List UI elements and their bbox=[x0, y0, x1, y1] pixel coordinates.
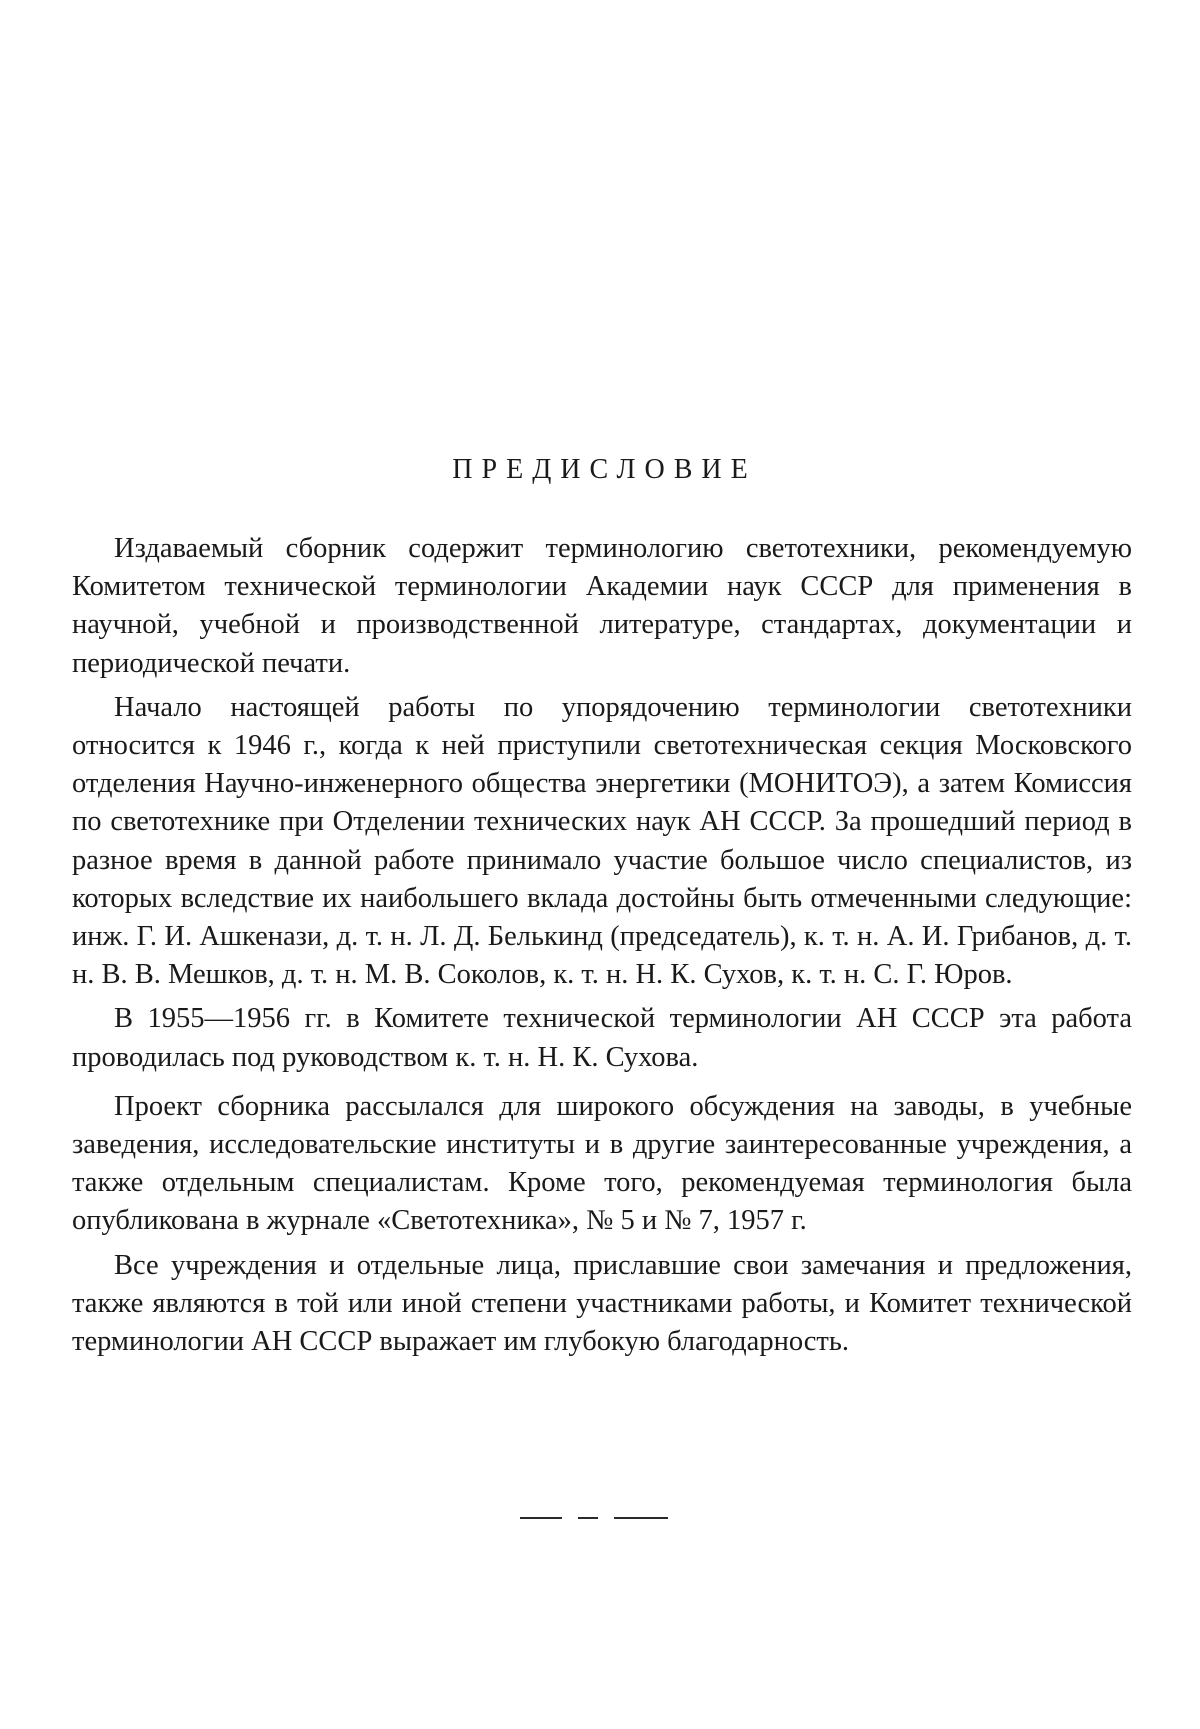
paragraph-3: В 1955—1956 гг. в Комитете технической терминологии АН СССР эта работа проводилась под руководством к. т. н. Н. К. Сухова. bbox=[72, 1000, 1132, 1076]
ornament-segment-middle bbox=[578, 1517, 598, 1519]
page-title: ПРЕДИСЛОВИЕ bbox=[0, 456, 1200, 484]
paragraph-1: Издаваемый сборник содержит терминологию светотехники, рекомен­дуемую Комитетом технической терминологии Академии наук СССР для применения в научной, учебной и производственной литературе, стандар­тах, документации и периодической печати. bbox=[72, 530, 1132, 683]
preface-body bbox=[72, 530, 1132, 1367]
ornament-segment-left bbox=[520, 1517, 562, 1519]
paragraph-2: Начало настоящей работы по упорядочению терминологии светотех­ники относится к 1946 г., когда к ней приступили светотехническая сек­ция Московского отделения Научно-инженерного общества энергетики (МОНИТОЭ), а затем Комиссия по светотехнике при Отделении техни­ческих наук АН СССР. За прошедший период в разное время в данной работе принимало участие большое число специалистов, из которых вследствие их наибольшего вклада достойны быть отмеченными следую­щие: инж. Г. И. Ашкенази, д. т. н. Л. Д. Белькинд (председатель), к. т. н. А. И. Грибанов, д. т. н. В. В. Мешков, д. т. н. М. В. Соколов, к. т. н. Н. К. Сухов, к. т. н. С. Г. Юров. bbox=[72, 689, 1132, 995]
paragraph-5: Все учреждения и отдельные лица, приславшие свои замечания и предложения, также являются в той или иной степени участниками ра­боты, и Комитет технической терминологии АН СССР выражает им глу­бокую благодарность. bbox=[72, 1247, 1132, 1362]
closing-ornament-rule bbox=[520, 1515, 670, 1521]
ornament-segment-right bbox=[614, 1517, 668, 1519]
paragraph-4: Проект сборника рассылался для широкого обсуждения на заводы, в учебные заведения, исследовательские институты и в другие заинтере­сованные учреждения, а также отдельным специалистам. Кроме того, ре­комендуемая терминология была опубликована в журнале «Светотех­ника», № 5 и № 7, 1957 г. bbox=[72, 1088, 1132, 1241]
document-page bbox=[0, 0, 1200, 1729]
